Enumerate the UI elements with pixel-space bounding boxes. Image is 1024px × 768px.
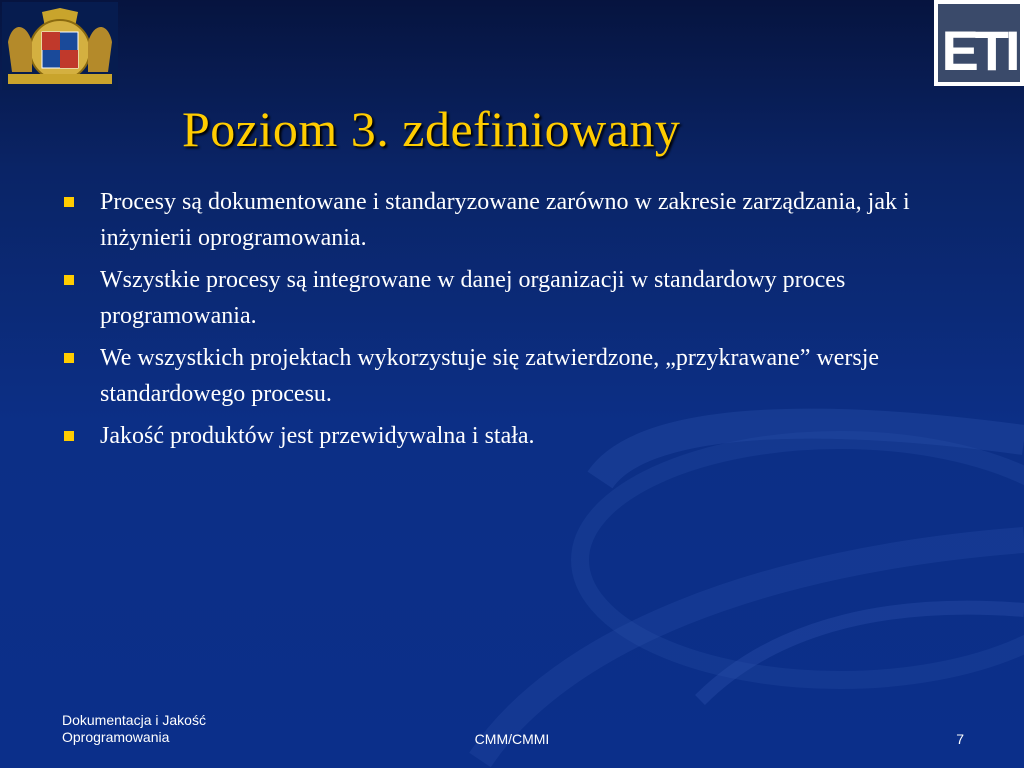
square-bullet-icon — [64, 353, 74, 363]
square-bullet-icon — [64, 197, 74, 207]
eti-logo — [934, 0, 1024, 86]
bullet-item — [60, 262, 960, 334]
bullet-text: We wszystkich projektach wykorzystuje się zatwierdzone, „przykrawane” wersje standardowego procesu. — [100, 345, 880, 407]
bullet-list — [60, 184, 960, 460]
footer-topic: CMM/CMMI — [474, 731, 550, 747]
square-bullet-icon — [64, 431, 74, 441]
square-bullet-icon — [64, 275, 74, 285]
bullet-text: Wszystkie procesy są integrowane w danej organizacji w standardowy proces programowania. — [100, 267, 846, 329]
university-crest-logo — [2, 2, 118, 90]
bullet-item — [60, 418, 960, 454]
bullet-item — [60, 184, 960, 256]
footer-course-title: Dokumentacja i Jakość Oprogramowania — [62, 712, 206, 745]
bullet-item — [60, 340, 960, 412]
footer-page-number: 7 — [956, 731, 964, 747]
slide-title: Poziom 3. zdefiniowany — [182, 100, 681, 157]
bullet-text: Procesy są dokumentowane i standaryzowane zarówno w zakresie zarządzania, jak i inżynierii oprogramowania. — [100, 189, 910, 251]
bullet-text: Jakość produktów jest przewidywalna i stała. — [100, 423, 535, 449]
eti-logo-text: ETI — [941, 19, 1017, 82]
